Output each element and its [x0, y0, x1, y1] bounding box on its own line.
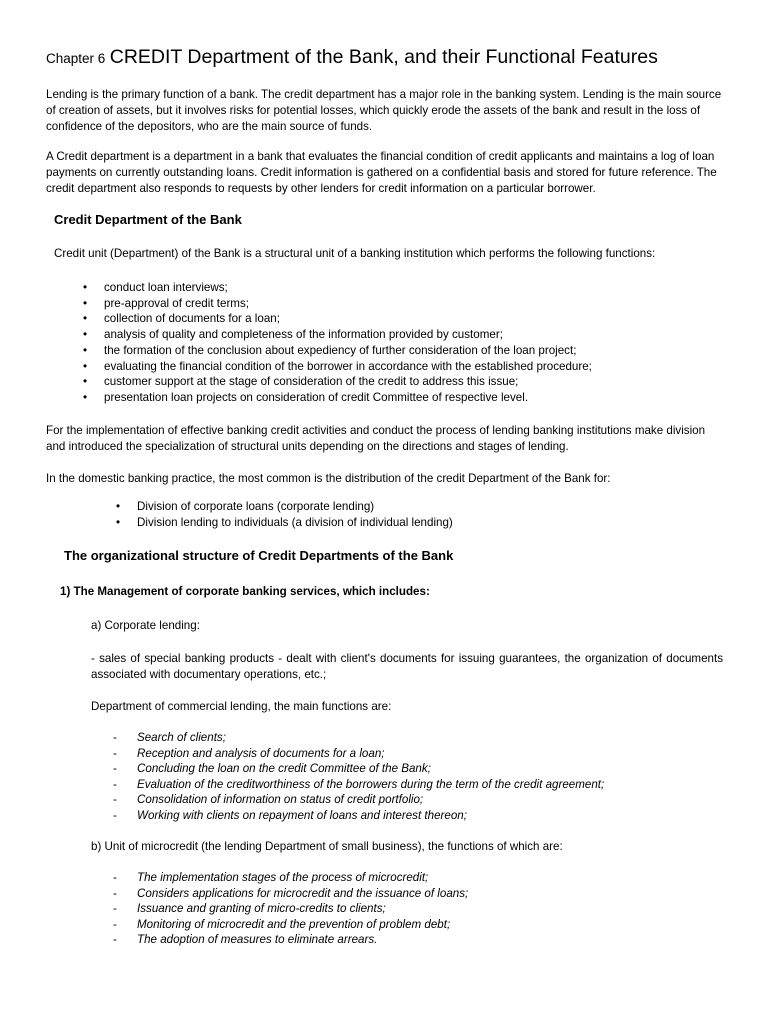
list-item: - Working with clients on repayment of loans and interest thereon;: [113, 808, 467, 822]
list-item: • collection of documents for a loan;: [82, 312, 280, 326]
credit-unit-paragraph: Credit unit (Department) of the Bank is a structural unit of a banking institution which performs the following functions:: [54, 247, 656, 260]
list-item: • analysis of quality and completeness of the information provided by customer;: [82, 328, 503, 342]
list-item: - Reception and analysis of documents for a loan;: [113, 746, 385, 760]
list-item: - Monitoring of microcredit and the prevention of problem debt;: [113, 917, 451, 931]
list-item: - Evaluation of the creditworthiness of the borrowers during the term of the credit agreement;: [113, 777, 605, 791]
sales-paragraph: - sales of special banking products - dealt with client's documents for issuing guarantees, the organization of documents associated with documentary operations, etc.;: [91, 652, 723, 681]
commercial-functions-list: [113, 730, 604, 824]
corporate-lending-label: a) Corporate lending:: [91, 619, 200, 632]
implementation-paragraph: For the implementation of effective banking credit activities and conduct the process of lending banking institutions make division and introduced the specialization of structural units depending on the directions and stages of lending.: [46, 424, 706, 453]
list-item: • presentation loan projects on consideration of credit Committee of respective level.: [82, 390, 529, 404]
commercial-lending-paragraph: Department of commercial lending, the main functions are:: [91, 700, 392, 713]
intro-paragraph-1: Lending is the primary function of a bank. The credit department has a major role in the banking system. Lending is the main source of creation of assets, but it involves risks for potential losses, which quickly erode the assets of the bank and result in the loss of confidence of the depositors, who are the main source of funds.: [46, 88, 722, 133]
heading-management: 1) The Management of corporate banking services, which includes:: [60, 585, 430, 598]
domestic-practice-paragraph: In the domestic banking practice, the most common is the distribution of the credit Department of the Bank for:: [46, 472, 611, 485]
list-item: • Division of corporate loans (corporate lending): [115, 500, 375, 513]
heading-org-structure: The organizational structure of Credit Departments of the Bank: [64, 548, 454, 563]
list-item: • customer support at the stage of consideration of the credit to address this issue;: [82, 375, 519, 389]
chapter-number: Chapter 6: [46, 51, 106, 66]
heading-credit-department: Credit Department of the Bank: [54, 212, 242, 227]
list-item: • Division lending to individuals (a division of individual lending): [115, 515, 453, 529]
list-item: - Search of clients;: [113, 731, 226, 744]
list-item: • conduct loan interviews;: [82, 281, 228, 294]
list-item: - Considers applications for microcredit and the issuance of loans;: [113, 886, 469, 900]
microcredit-paragraph: b) Unit of microcredit (the lending Department of small business), the functions of which are:: [91, 840, 563, 853]
list-item: • the formation of the conclusion about expediency of further consideration of the loan project;: [82, 343, 577, 357]
list-item: - Issuance and granting of micro-credits to clients;: [113, 902, 386, 916]
chapter-title-text: CREDIT Department of the Bank, and their Functional Features: [109, 46, 658, 68]
chapter-title: [46, 46, 658, 69]
list-item: • pre-approval of credit terms;: [82, 296, 249, 310]
list-item: - Consolidation of information on status of credit portfolio;: [113, 793, 424, 807]
list-item: - The adoption of measures to eliminate arrears.: [113, 933, 378, 947]
intro-paragraph-2: A Credit department is a department in a bank that evaluates the financial condition of credit applicants and maintains a log of loan payments on currently outstanding loans. Credit information is gathered on a confidential basis and stored for future reference. The credit department also responds to requests by other lenders for credit information on a particular borrower.: [46, 150, 717, 195]
microcredit-functions-list: [113, 870, 468, 948]
list-item: • evaluating the financial condition of the borrower in accordance with the established procedure;: [82, 359, 592, 373]
list-item: - Concluding the loan on the credit Committee of the Bank;: [113, 762, 431, 776]
functions-list: [80, 280, 592, 406]
list-item: - The implementation stages of the process of microcredit;: [113, 871, 429, 884]
divisions-list: [113, 499, 453, 530]
